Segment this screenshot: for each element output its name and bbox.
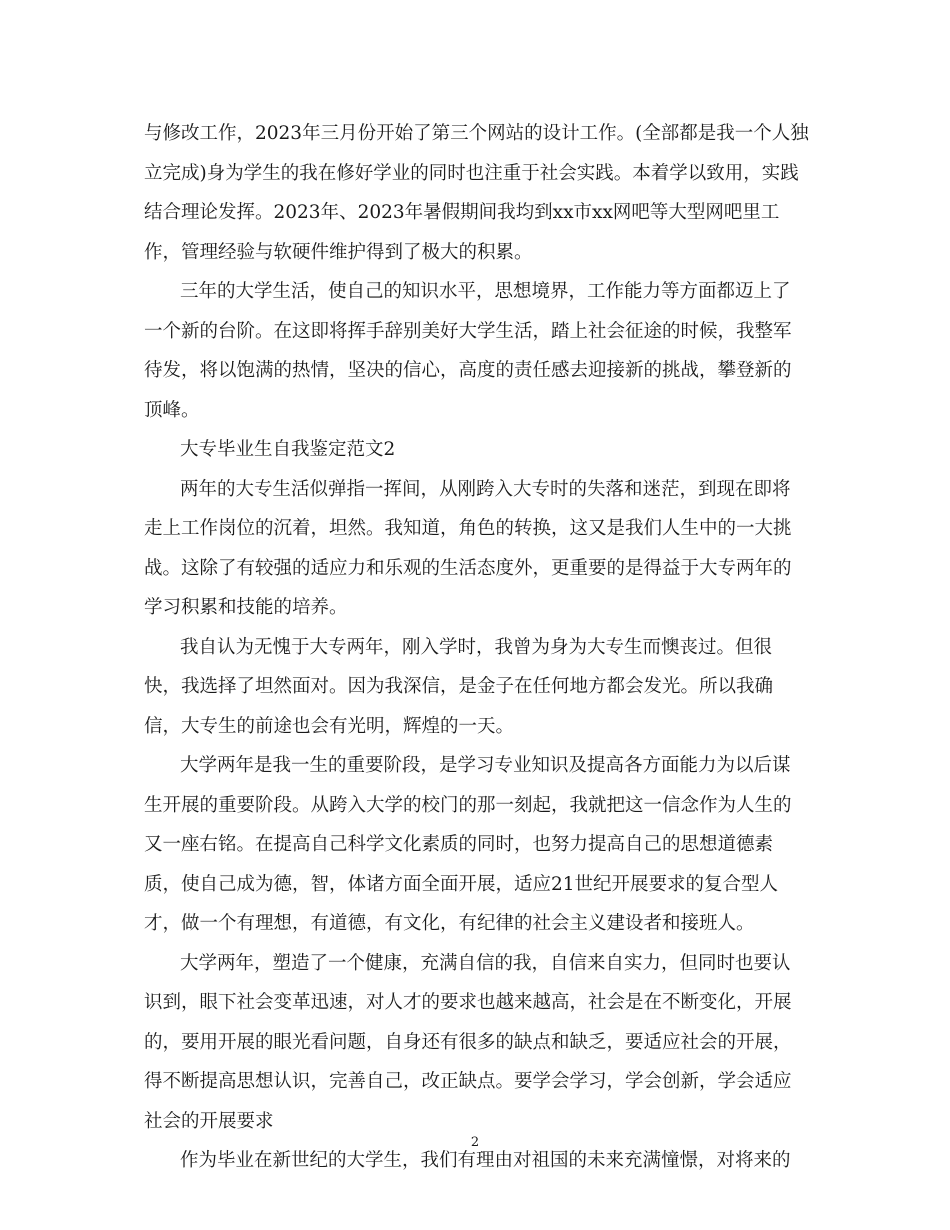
text-line: 大学两年是我一生的重要阶段，是学习专业知识及提高各方面能力为以后谋 xyxy=(180,755,791,776)
text-line: 大学两年，塑造了一个健康，充满自信的我，自信来自实力，但同时也要认 xyxy=(180,952,791,974)
paragraph xyxy=(144,628,810,747)
page-number: 2 xyxy=(470,1135,480,1150)
text-line: 社会的开展要求 xyxy=(144,1110,274,1132)
text-line: 立完成)身为学生的我在修好学业的同时也注重于社会实践。本着学以致用，实践 xyxy=(144,162,799,184)
paragraph-continuation xyxy=(144,114,810,272)
paragraph xyxy=(144,470,810,628)
paragraph xyxy=(144,272,810,430)
text-line: 待发，将以饱满的热情，坚决的信心，高度的责任感去迎接新的挑战，攀登新的 xyxy=(144,360,792,381)
text-line: 结合理论发挥。2023年、2023年暑假期间我均到xx市xx网吧等大型网吧里工 xyxy=(144,202,780,223)
text-line: 两年的大专生活似弹指一挥间，从刚跨入大专时的失落和迷茫，到现在即将 xyxy=(180,478,791,500)
text-line: 与修改工作，2023年三月份开始了第三个网站的设计工作。(全部都是我一个人独 xyxy=(144,123,809,144)
text-line: 作为毕业在新世纪的大学生，我们有理由对祖国的未来充满憧憬，对将来的 xyxy=(180,1150,791,1171)
text-line: 走上工作岗位的沉着，坦然。我知道，角色的转换，这又是我们人生中的一大挑 xyxy=(144,518,792,539)
heading-text: 大专毕业生自我鉴定范文2 xyxy=(180,439,396,460)
text-line: 快，我选择了坦然面对。因为我深信，是金子在任何地方都会发光。所以我确 xyxy=(144,676,774,697)
text-line: 质，使自己成为德，智，体诸方面全面开展，适应21世纪开展要求的复合型人 xyxy=(144,873,779,895)
text-line: 作，管理经验与软硬件维护得到了极大的积累。 xyxy=(144,241,533,263)
text-line: 学习积累和技能的培养。 xyxy=(144,597,348,618)
text-line: 一个新的台阶。在这即将挥手辞别美好大学生活，踏上社会征途的时候，我整军 xyxy=(144,320,792,342)
text-line: 得不断提高思想认识，完善自己，改正缺点。要学会学习，学会创新，学会适应 xyxy=(144,1071,792,1092)
text-line: 信，大专生的前途也会有光明，辉煌的一天。 xyxy=(144,715,515,737)
text-line: 的，要用开展的眼光看问题，自身还有很多的缺点和缺乏，要适应社会的开展， xyxy=(144,1031,792,1053)
text-line: 三年的大学生活，使自己的知识水平，思想境界，工作能力等方面都迈上了 xyxy=(180,281,791,302)
text-line: 战。这除了有较强的适应力和乐观的生活态度外，更重要的是得益于大专两年的 xyxy=(144,557,792,579)
text-line: 我自认为无愧于大专两年，刚入学时，我曾为身为大专生而懊丧过。但很 xyxy=(180,636,773,658)
paragraph xyxy=(144,746,810,944)
text-line: 识到，眼下社会变革迅速，对人才的要求也越来越高，社会是在不断变化，开展 xyxy=(144,992,792,1013)
document-body xyxy=(144,114,810,1181)
section-heading xyxy=(144,430,810,470)
text-line: 顶峰。 xyxy=(144,399,200,421)
text-line: 又一座右铭。在提高自己科学文化素质的同时，也努力提高自己的思想道德素 xyxy=(144,834,774,855)
text-line: 才，做一个有理想，有道德，有文化，有纪律的社会主义建设者和接班人。 xyxy=(144,913,755,934)
text-line: 生开展的重要阶段。从跨入大学的校门的那一刻起，我就把这一信念作为人生的 xyxy=(144,794,792,816)
paragraph xyxy=(144,944,810,1142)
